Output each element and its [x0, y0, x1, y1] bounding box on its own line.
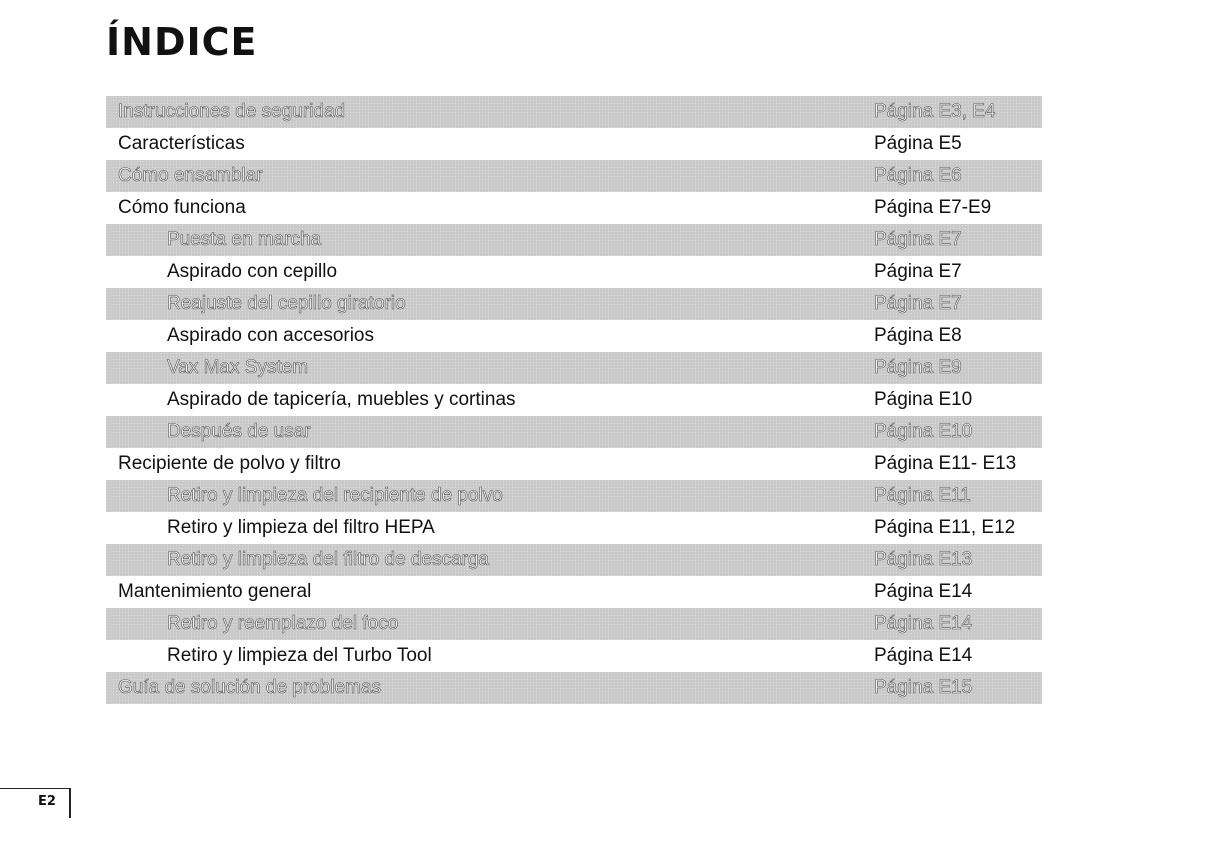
- toc-row: [106, 192, 1042, 224]
- toc-row: [106, 160, 1042, 192]
- toc-entry-label: Reajuste del cepillo giratorio: [167, 293, 406, 314]
- toc-entry-label: Retiro y limpieza del recipiente de polvo: [167, 485, 503, 506]
- toc-entry-label: Retiro y limpieza del filtro HEPA: [167, 517, 435, 538]
- toc-entry-page: Página E15: [874, 677, 973, 698]
- toc-entry-page: Página E7: [874, 293, 962, 314]
- footer-rule: [0, 788, 70, 789]
- toc-row: [106, 288, 1042, 320]
- toc-entry-label: Guía de solución de problemas: [118, 677, 381, 698]
- toc-entry-label: Retiro y limpieza del filtro de descarga: [167, 549, 490, 570]
- toc-row: [106, 352, 1042, 384]
- toc-entry-page: Página E13: [874, 549, 973, 570]
- toc-entry-page: Página E6: [874, 165, 962, 186]
- toc-entry-page: Página E11: [874, 485, 971, 506]
- table-of-contents: [106, 96, 1042, 704]
- toc-row: [106, 544, 1042, 576]
- toc-entry-label: Retiro y limpieza del Turbo Tool: [167, 645, 432, 666]
- toc-entry-page: Página E11, E12: [874, 517, 1016, 538]
- toc-entry-label: Aspirado con accesorios: [167, 325, 374, 346]
- toc-row: [106, 320, 1042, 352]
- toc-entry-page: Página E11- E13: [874, 453, 1017, 474]
- toc-entry-page: Página E8: [874, 325, 962, 346]
- toc-entry-label: Mantenimiento general: [118, 581, 312, 602]
- toc-entry-page: Página E10: [874, 421, 973, 442]
- toc-row: [106, 256, 1042, 288]
- toc-row: [106, 576, 1042, 608]
- toc-entry-page: Página E7: [874, 261, 962, 282]
- toc-entry-page: Página E7: [874, 229, 962, 250]
- toc-entry-page: Página E14: [874, 581, 973, 602]
- toc-entry-label: Puesta en marcha: [167, 229, 322, 250]
- page-number-marker: [0, 785, 80, 825]
- toc-row: [106, 448, 1042, 480]
- page-number: E2: [38, 794, 56, 809]
- toc-entry-label: Características: [118, 133, 245, 154]
- toc-row: [106, 416, 1042, 448]
- toc-entry-label: Después de usar: [167, 421, 311, 442]
- page-title: ÍNDICE: [106, 20, 258, 64]
- toc-row: [106, 480, 1042, 512]
- toc-row: [106, 672, 1042, 704]
- toc-entry-page: Página E14: [874, 613, 973, 634]
- toc-entry-label: Cómo ensamblar: [118, 165, 263, 186]
- toc-row: [106, 384, 1042, 416]
- toc-row: [106, 128, 1042, 160]
- toc-entry-page: Página E14: [874, 645, 973, 666]
- toc-entry-page: Página E7-E9: [874, 197, 992, 218]
- footer-vertical-bar: [69, 788, 71, 818]
- toc-entry-label: Vax Max System: [167, 357, 309, 378]
- toc-row: [106, 608, 1042, 640]
- toc-entry-label: Retiro y reemplazo del foco: [167, 613, 399, 634]
- toc-entry-label: Cómo funciona: [118, 197, 246, 218]
- toc-entry-page: Página E10: [874, 389, 973, 410]
- toc-row: [106, 224, 1042, 256]
- toc-entry-page: Página E5: [874, 133, 962, 154]
- toc-row: [106, 96, 1042, 128]
- toc-row: [106, 640, 1042, 672]
- toc-entry-label: Aspirado de tapicería, muebles y cortinas: [167, 389, 516, 410]
- toc-row: [106, 512, 1042, 544]
- toc-entry-page: Página E9: [874, 357, 962, 378]
- toc-entry-label: Instrucciones de seguridad: [118, 101, 346, 122]
- toc-entry-label: Recipiente de polvo y filtro: [118, 453, 341, 474]
- toc-entry-page: Página E3, E4: [874, 101, 996, 122]
- toc-entry-label: Aspirado con cepillo: [167, 261, 338, 282]
